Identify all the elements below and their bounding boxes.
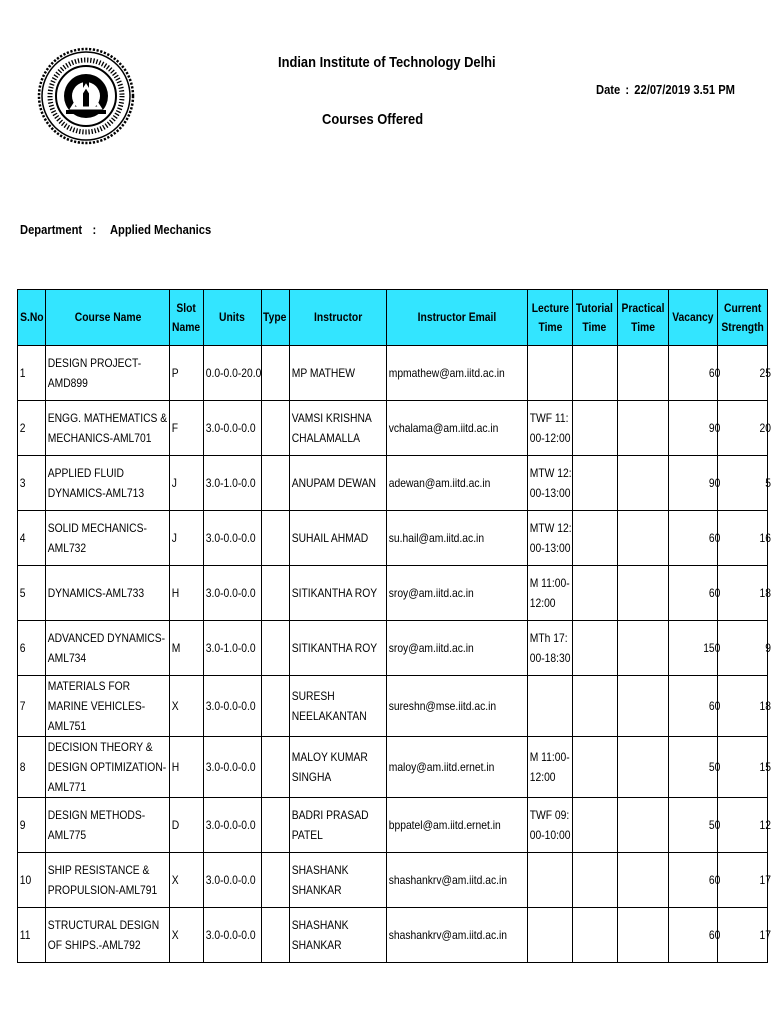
serial-number-cell: 5 xyxy=(18,566,46,621)
instructor-cell: SHASHANK SHANKAR xyxy=(289,908,387,963)
department-label: Department xyxy=(20,222,83,237)
table-header-row xyxy=(18,290,768,346)
serial-number-cell: 9 xyxy=(18,798,46,853)
lecture-time-cell: M 11:00-12:00 xyxy=(528,737,573,798)
course-name-cell: DESIGN METHODS-AML775 xyxy=(46,798,170,853)
lecture-time-cell: MTW 12: 00-13:00 xyxy=(528,511,573,566)
department-line xyxy=(20,222,211,237)
course-name-cell: MATERIALS FOR MARINE VEHICLES-AML751 xyxy=(46,676,170,737)
slot-cell: J xyxy=(169,456,203,511)
tutorial-time-cell xyxy=(572,853,617,908)
table-row xyxy=(18,511,768,566)
practical-time-cell xyxy=(617,456,668,511)
type-cell xyxy=(261,676,289,737)
column-header: Instructor xyxy=(289,290,387,346)
units-cell: 3.0-0.0-0.0 xyxy=(203,908,261,963)
instructor-email-cell: vchalama@am.iitd.ac.in xyxy=(387,401,528,456)
date-separator: : xyxy=(625,82,630,97)
units-cell: 3.0-0.0-0.0 xyxy=(203,676,261,737)
type-cell xyxy=(261,346,289,401)
lecture-time-cell: MTW 12: 00-13:00 xyxy=(528,456,573,511)
column-header: Current Strength xyxy=(717,290,767,346)
tutorial-time-cell xyxy=(572,401,617,456)
units-cell: 3.0-0.0-0.0 xyxy=(203,798,261,853)
type-cell xyxy=(261,908,289,963)
current-strength-cell: 5 xyxy=(717,456,767,511)
table-row xyxy=(18,908,768,963)
serial-number-cell: 7 xyxy=(18,676,46,737)
date-label: Date xyxy=(596,82,621,97)
current-strength-cell: 15 xyxy=(717,737,767,798)
table-row xyxy=(18,737,768,798)
current-strength-cell: 18 xyxy=(717,566,767,621)
practical-time-cell xyxy=(617,798,668,853)
tutorial-time-cell xyxy=(572,511,617,566)
units-cell: 3.0-0.0-0.0 xyxy=(203,737,261,798)
slot-cell: J xyxy=(169,511,203,566)
vacancy-cell: 60 xyxy=(668,676,717,737)
vacancy-cell: 60 xyxy=(668,346,717,401)
instructor-email-cell: adewan@am.iitd.ac.in xyxy=(387,456,528,511)
vacancy-cell: 60 xyxy=(668,908,717,963)
instructor-cell: SITIKANTHA ROY xyxy=(289,566,387,621)
slot-cell: X xyxy=(169,908,203,963)
type-cell xyxy=(261,737,289,798)
type-cell xyxy=(261,621,289,676)
instructor-email-cell: shashankrv@am.iitd.ac.in xyxy=(387,908,528,963)
department-separator: : xyxy=(92,222,97,237)
instructor-email-cell: sureshn@mse.iitd.ac.in xyxy=(387,676,528,737)
column-header: Vacancy xyxy=(668,290,717,346)
table-row xyxy=(18,676,768,737)
vacancy-cell: 60 xyxy=(668,511,717,566)
practical-time-cell xyxy=(617,511,668,566)
current-strength-cell: 17 xyxy=(717,853,767,908)
current-strength-cell: 9 xyxy=(717,621,767,676)
department-value: Applied Mechanics xyxy=(109,222,212,237)
current-strength-cell: 17 xyxy=(717,908,767,963)
lecture-time-cell xyxy=(528,676,573,737)
practical-time-cell xyxy=(617,566,668,621)
column-header: Instructor Email xyxy=(387,290,528,346)
practical-time-cell xyxy=(617,737,668,798)
serial-number-cell: 8 xyxy=(18,737,46,798)
type-cell xyxy=(261,798,289,853)
tutorial-time-cell xyxy=(572,346,617,401)
lecture-time-cell: MTh 17: 00-18:30 xyxy=(528,621,573,676)
slot-cell: P xyxy=(169,346,203,401)
serial-number-cell: 1 xyxy=(18,346,46,401)
vacancy-cell: 90 xyxy=(668,401,717,456)
practical-time-cell xyxy=(617,908,668,963)
column-header: Practical Time xyxy=(617,290,668,346)
type-cell xyxy=(261,566,289,621)
vacancy-cell: 60 xyxy=(668,853,717,908)
serial-number-cell: 2 xyxy=(18,401,46,456)
instructor-cell: SURESH NEELAKANTAN xyxy=(289,676,387,737)
instructor-email-cell: sroy@am.iitd.ac.in xyxy=(387,621,528,676)
practical-time-cell xyxy=(617,401,668,456)
column-header: Course Name xyxy=(46,290,170,346)
lecture-time-cell xyxy=(528,346,573,401)
table-row xyxy=(18,566,768,621)
column-header: Tutorial Time xyxy=(572,290,617,346)
course-name-cell: ADVANCED DYNAMICS-AML734 xyxy=(46,621,170,676)
table-row xyxy=(18,401,768,456)
units-cell: 3.0-0.0-0.0 xyxy=(203,401,261,456)
column-header: S.No xyxy=(18,290,46,346)
units-cell: 3.0-1.0-0.0 xyxy=(203,621,261,676)
course-name-cell: ENGG. MATHEMATICS & MECHANICS-AML701 xyxy=(46,401,170,456)
units-cell: 3.0-1.0-0.0 xyxy=(203,456,261,511)
serial-number-cell: 11 xyxy=(18,908,46,963)
vacancy-cell: 50 xyxy=(668,798,717,853)
instructor-cell: SHASHANK SHANKAR xyxy=(289,853,387,908)
tutorial-time-cell xyxy=(572,798,617,853)
vacancy-cell: 60 xyxy=(668,566,717,621)
iit-delhi-emblem-logo xyxy=(36,46,136,146)
units-cell: 3.0-0.0-0.0 xyxy=(203,853,261,908)
tutorial-time-cell xyxy=(572,908,617,963)
units-cell: 3.0-0.0-0.0 xyxy=(203,511,261,566)
slot-cell: H xyxy=(169,566,203,621)
slot-cell: F xyxy=(169,401,203,456)
serial-number-cell: 10 xyxy=(18,853,46,908)
course-name-cell: SHIP RESISTANCE & PROPULSION-AML791 xyxy=(46,853,170,908)
instructor-email-cell: su.hail@am.iitd.ac.in xyxy=(387,511,528,566)
institute-name: Indian Institute of Technology Delhi xyxy=(278,54,496,71)
units-cell: 3.0-0.0-0.0 xyxy=(203,566,261,621)
units-cell: 0.0-0.0-20.0 xyxy=(203,346,261,401)
serial-number-cell: 4 xyxy=(18,511,46,566)
column-header: Lecture Time xyxy=(528,290,573,346)
instructor-cell: BADRI PRASAD PATEL xyxy=(289,798,387,853)
course-name-cell: APPLIED FLUID DYNAMICS-AML713 xyxy=(46,456,170,511)
current-strength-cell: 25 xyxy=(717,346,767,401)
tutorial-time-cell xyxy=(572,676,617,737)
course-name-cell: STRUCTURAL DESIGN OF SHIPS.-AML792 xyxy=(46,908,170,963)
vacancy-cell: 50 xyxy=(668,737,717,798)
report-date xyxy=(596,82,735,97)
slot-cell: M xyxy=(169,621,203,676)
instructor-email-cell: maloy@am.iitd.ernet.in xyxy=(387,737,528,798)
practical-time-cell xyxy=(617,676,668,737)
serial-number-cell: 3 xyxy=(18,456,46,511)
current-strength-cell: 20 xyxy=(717,401,767,456)
page-title: Courses Offered xyxy=(322,111,424,128)
tutorial-time-cell xyxy=(572,566,617,621)
current-strength-cell: 12 xyxy=(717,798,767,853)
table-row xyxy=(18,853,768,908)
course-name-cell: SOLID MECHANICS-AML732 xyxy=(46,511,170,566)
type-cell xyxy=(261,456,289,511)
slot-cell: X xyxy=(169,853,203,908)
type-cell xyxy=(261,511,289,566)
instructor-cell: SITIKANTHA ROY xyxy=(289,621,387,676)
lecture-time-cell xyxy=(528,853,573,908)
practical-time-cell xyxy=(617,346,668,401)
tutorial-time-cell xyxy=(572,456,617,511)
practical-time-cell xyxy=(617,853,668,908)
date-value: 22/07/2019 3.51 PM xyxy=(634,82,735,97)
practical-time-cell xyxy=(617,621,668,676)
instructor-email-cell: shashankrv@am.iitd.ac.in xyxy=(387,853,528,908)
type-cell xyxy=(261,853,289,908)
lecture-time-cell: M 11:00-12:00 xyxy=(528,566,573,621)
courses-table xyxy=(17,289,771,963)
course-name-cell: DECISION THEORY & DESIGN OPTIMIZATION-AML771 xyxy=(46,737,170,798)
table-row xyxy=(18,798,768,853)
instructor-cell: SUHAIL AHMAD xyxy=(289,511,387,566)
vacancy-cell: 90 xyxy=(668,456,717,511)
course-name-cell: DYNAMICS-AML733 xyxy=(46,566,170,621)
current-strength-cell: 18 xyxy=(717,676,767,737)
lecture-time-cell xyxy=(528,908,573,963)
serial-number-cell: 6 xyxy=(18,621,46,676)
tutorial-time-cell xyxy=(572,737,617,798)
instructor-cell: MP MATHEW xyxy=(289,346,387,401)
instructor-cell: MALOY KUMAR SINGHA xyxy=(289,737,387,798)
type-cell xyxy=(261,401,289,456)
tutorial-time-cell xyxy=(572,621,617,676)
column-header: Type xyxy=(261,290,289,346)
instructor-cell: VAMSI KRISHNA CHALAMALLA xyxy=(289,401,387,456)
vacancy-cell: 150 xyxy=(668,621,717,676)
course-name-cell: DESIGN PROJECT-AMD899 xyxy=(46,346,170,401)
instructor-email-cell: mpmathew@am.iitd.ac.in xyxy=(387,346,528,401)
instructor-email-cell: bppatel@am.iitd.ernet.in xyxy=(387,798,528,853)
table-row xyxy=(18,456,768,511)
column-header: Units xyxy=(203,290,261,346)
table-row xyxy=(18,621,768,676)
table-row xyxy=(18,346,768,401)
current-strength-cell: 16 xyxy=(717,511,767,566)
lecture-time-cell: TWF 11: 00-12:00 xyxy=(528,401,573,456)
column-header: Slot Name xyxy=(169,290,203,346)
slot-cell: X xyxy=(169,676,203,737)
slot-cell: H xyxy=(169,737,203,798)
instructor-email-cell: sroy@am.iitd.ac.in xyxy=(387,566,528,621)
slot-cell: D xyxy=(169,798,203,853)
instructor-cell: ANUPAM DEWAN xyxy=(289,456,387,511)
lecture-time-cell: TWF 09: 00-10:00 xyxy=(528,798,573,853)
